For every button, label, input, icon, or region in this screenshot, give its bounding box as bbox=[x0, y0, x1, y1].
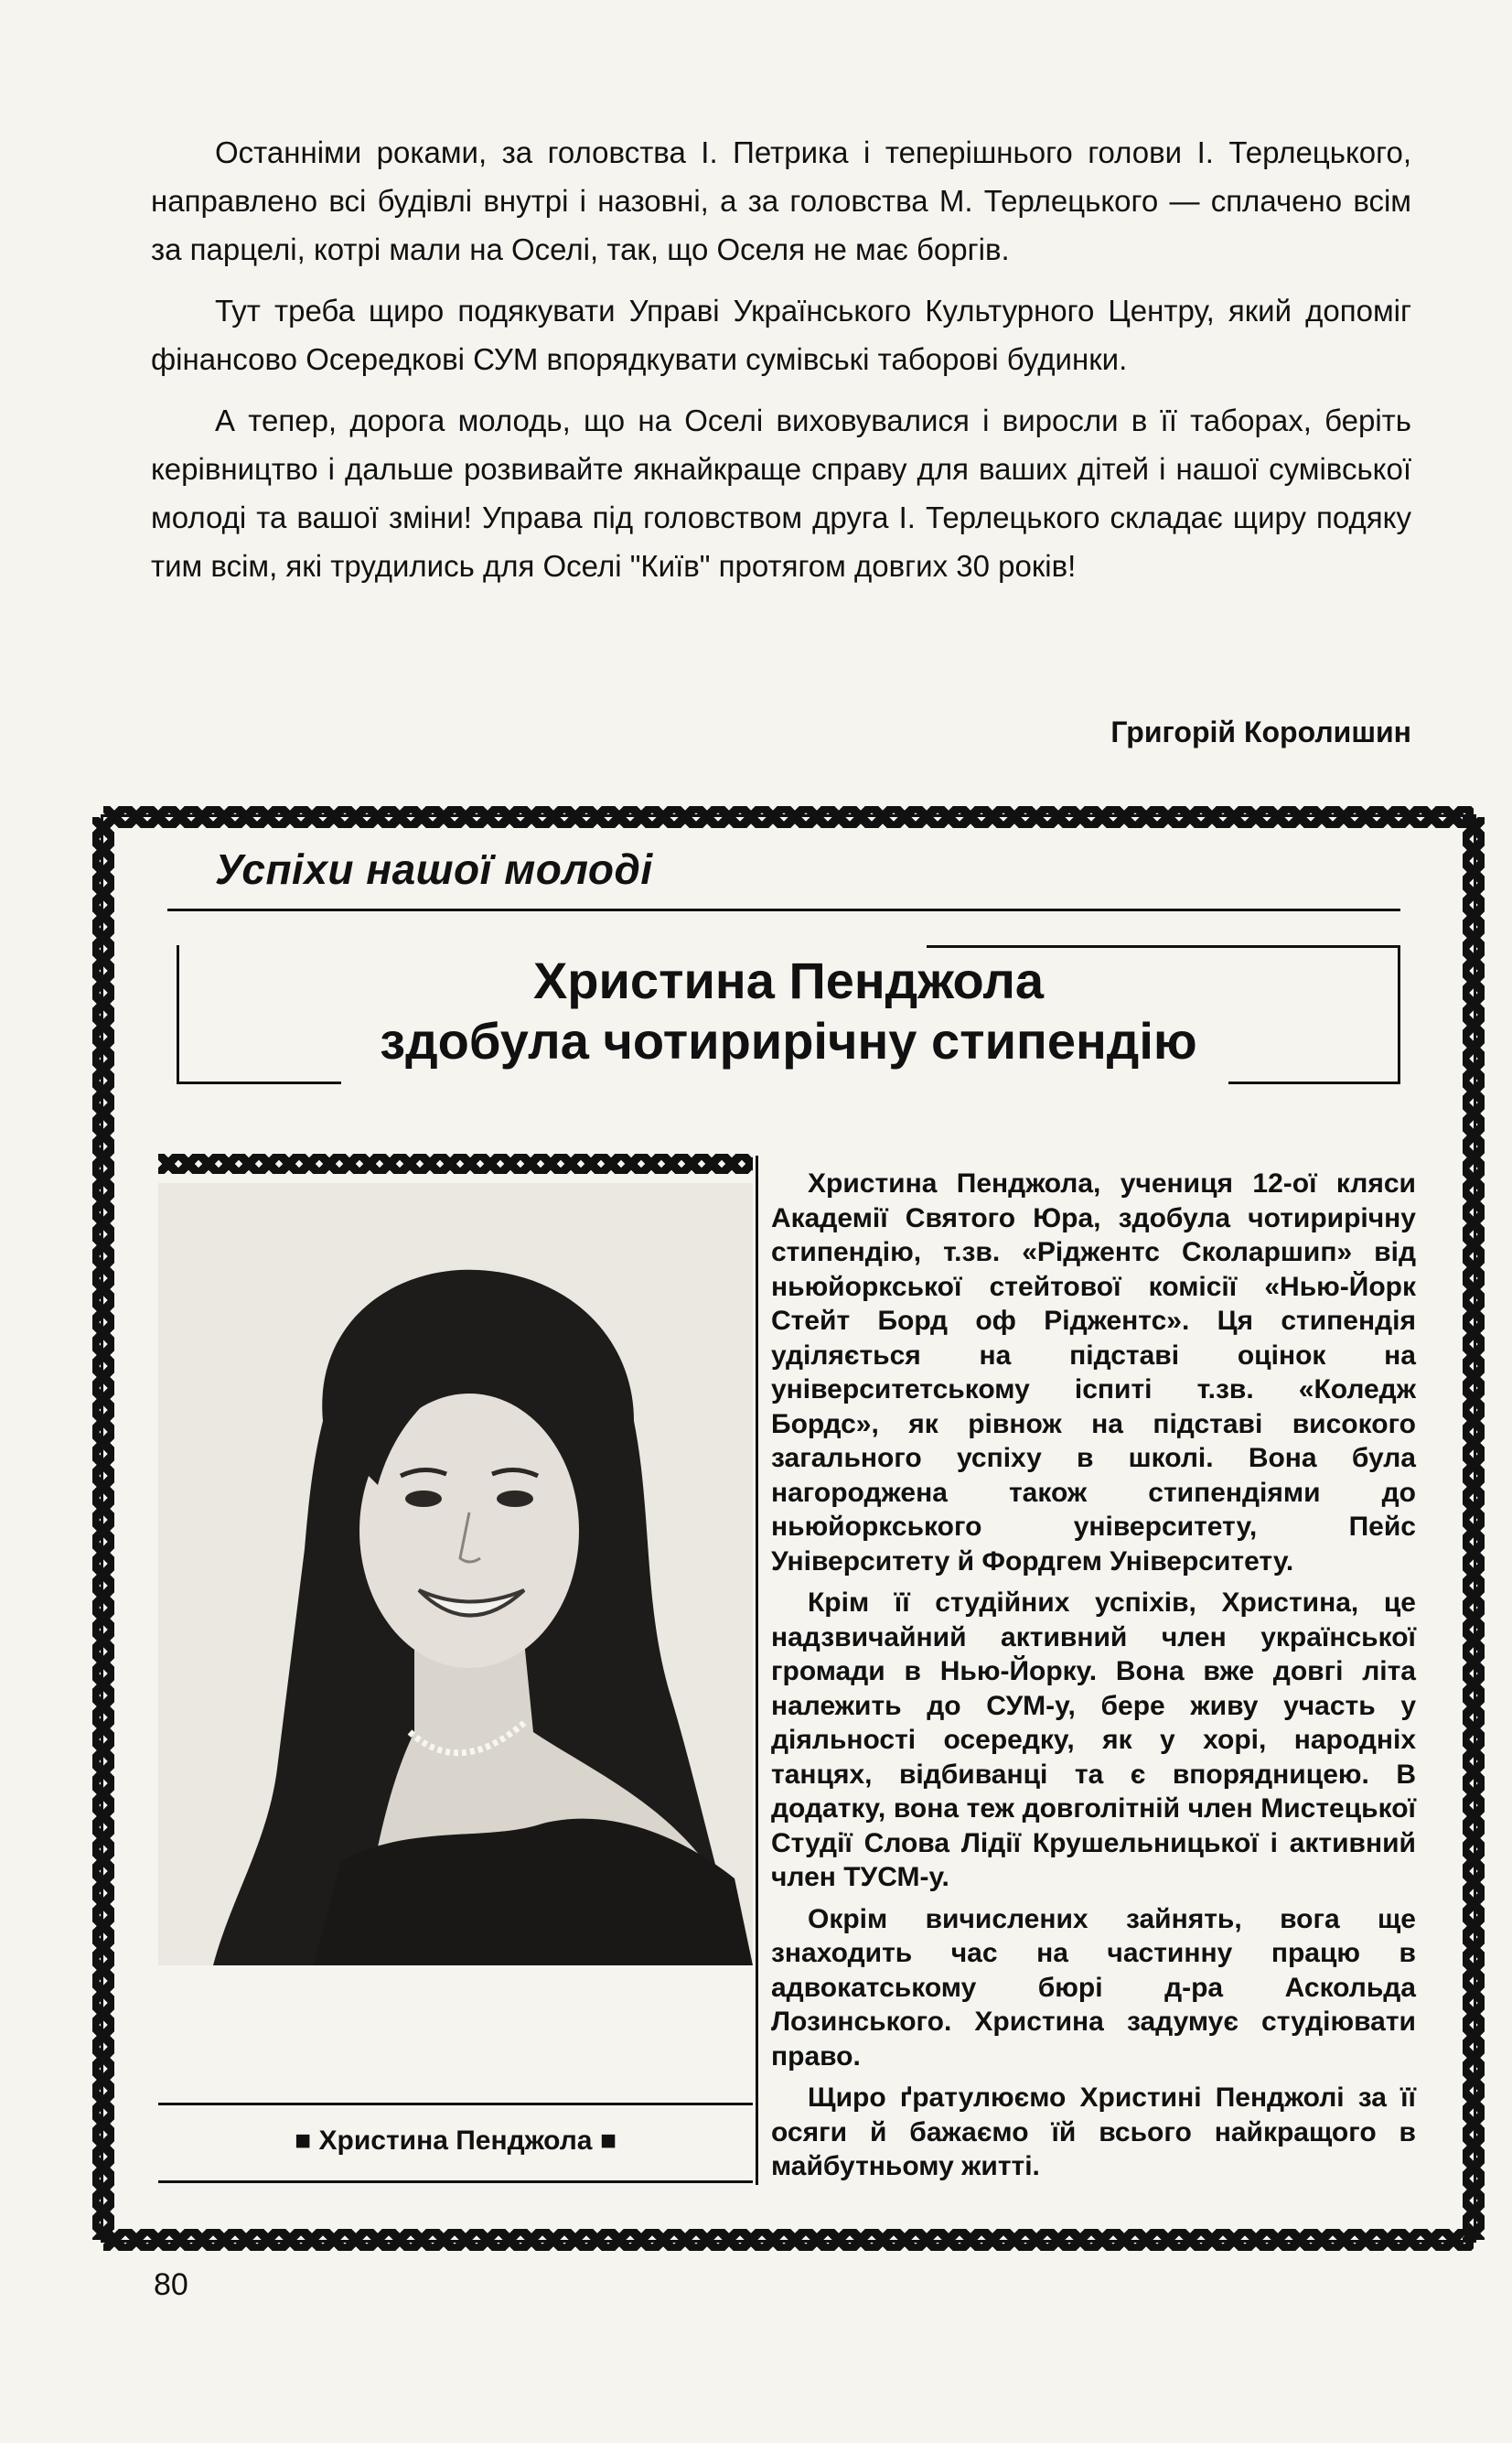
photo-caption: ■ Христина Пенджола ■ bbox=[295, 2126, 617, 2156]
decorative-border-right bbox=[1463, 817, 1485, 2240]
news-box bbox=[101, 814, 1476, 2243]
frame-line bbox=[177, 1082, 341, 1084]
article-top-text bbox=[151, 128, 1411, 603]
paragraph: Тут треба щиро подякувати Управі Українського Культурного Центру, який допоміг фінансово Осередкові СУМ впорядкувати сумівські таборові будинки. bbox=[151, 294, 1411, 376]
paragraph: Окрім вичислених зайнять, вога ще знаходить час на частинну працю в адвокатському бюрі д-ра Аскольда Лозинського. Христина задумує студіювати право. bbox=[771, 1903, 1416, 2072]
section-title: Успіхи нашої молоді bbox=[215, 845, 653, 893]
portrait-image bbox=[158, 1183, 753, 1965]
paragraph: А тепер, дорога молодь, що на Оселі виховувалися і виросли в її таборах, беріть керівництво і дальше розвивайте якнайкраще справу для ваших дітей і нашої сумівської молоді та вашої зміни! Управа під головством друга І. Терлецького складає щиру подяку тим всім, які трудились для Оселі "Київ" протягом довгих 30 років! bbox=[151, 404, 1411, 583]
page-number: 80 bbox=[154, 2267, 188, 2302]
decorative-diamond-rule bbox=[158, 1154, 753, 1174]
article-body bbox=[771, 1167, 1416, 2191]
paragraph: Крім її студійних успіхів, Христина, це надзвичайний активний член української громади в Нью-Йорку. Вона вже довгі літа належить до СУМ-у, бере живу участь у діяльності осередку, як у хорі, народніх танцях, відбиванці та є впорядницею. В додатку, вона теж довголітній член Мистецької Студії Слова Лідії Крушельницької і активний член ТУСМ-у. bbox=[771, 1587, 1416, 1892]
decorative-border-left bbox=[92, 817, 114, 2240]
author-signature: Григорій Королишин bbox=[1110, 716, 1411, 748]
decorative-border-top bbox=[103, 806, 1474, 828]
headline-line: здобула чотирирічну стипендію bbox=[380, 1012, 1197, 1070]
column-divider bbox=[756, 1156, 758, 2185]
divider bbox=[158, 2180, 753, 2183]
headline bbox=[177, 951, 1400, 1071]
frame-line bbox=[1228, 1082, 1400, 1084]
frame-line bbox=[927, 945, 1400, 948]
paragraph: Останніми роками, за головства І. Петрика і теперішнього голови І. Терлецького, направлено всі будівлі внутрі і назовні, а за головства М. Терлецького — сплачено всім за парцелі, котрі мали на Оселі, так, що Оселя не має боргів. bbox=[151, 135, 1411, 266]
paragraph: Христина Пенджола, учениця 12-ої кляси Академії Святого Юра, здобула чотирирічну стипендію, т.зв. «Ріджентс Сколаршип» від ньюйоркської стейтової комісії «Нью-Йорк Стейт Борд оф Ріджентс». Ця стипендія уділяється на підставі оцінок на університетському іспиті т.зв. «Коледж Бордс», як рівнож на підставі високого загального успіху в школі. Вона була нагороджена також стипендіями до ньюйоркського університету, Пейс Університету й Фордгем Університету. bbox=[771, 1168, 1416, 1577]
portrait-photo bbox=[158, 1183, 753, 1965]
divider bbox=[158, 2103, 753, 2105]
divider bbox=[167, 909, 1400, 911]
headline-frame bbox=[177, 945, 1400, 1084]
decorative-border-bottom bbox=[103, 2229, 1474, 2251]
paragraph: Щиро ґратулюємо Христині Пенджолі за її осяги й бажаємо їй всього найкращого в майбутньому житті. bbox=[771, 2082, 1416, 2181]
headline-line: Христина Пенджола bbox=[532, 952, 1045, 1009]
